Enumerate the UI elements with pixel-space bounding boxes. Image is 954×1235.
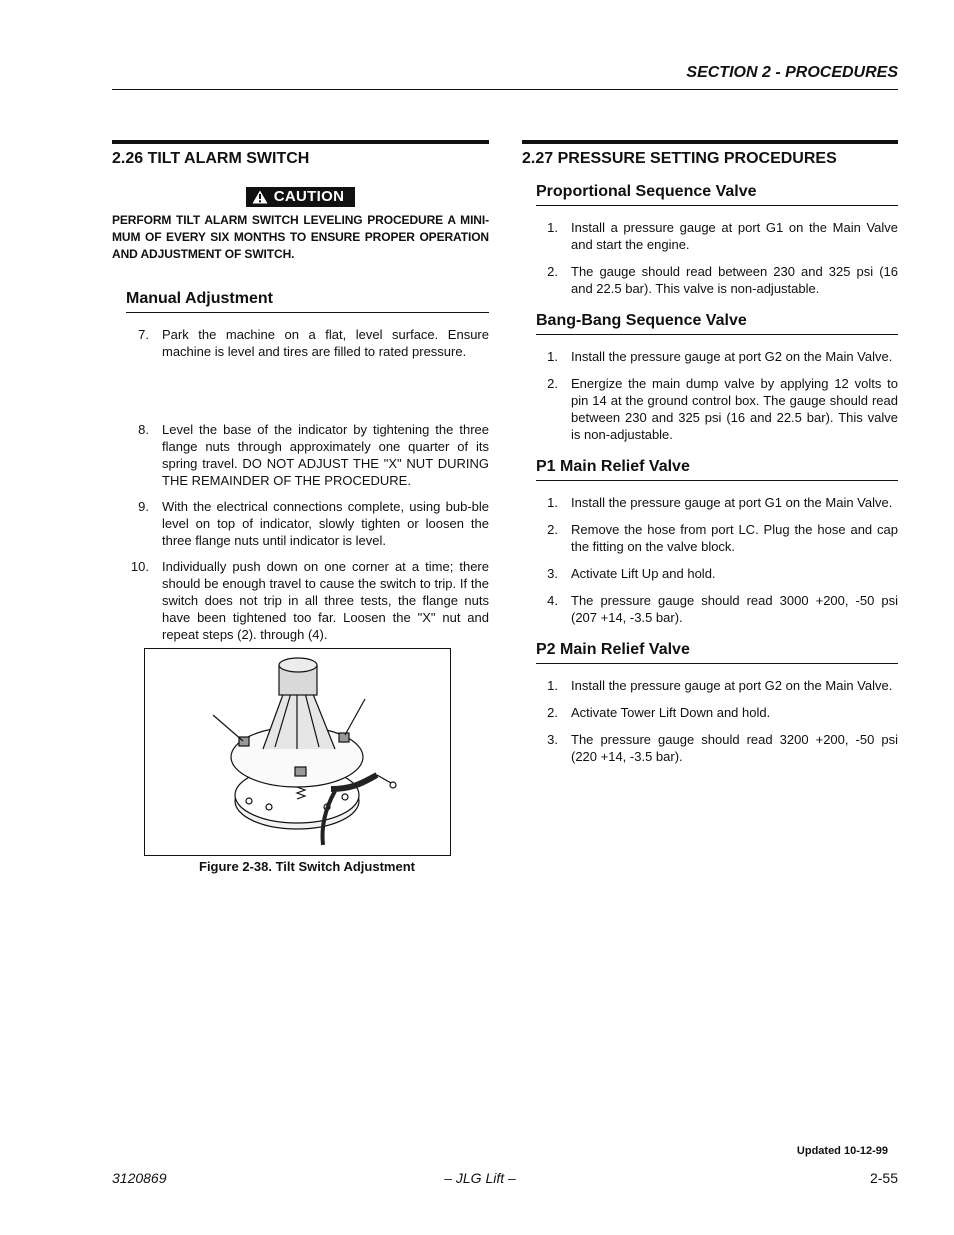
step-number: 8. — [138, 422, 149, 437]
list-item — [522, 521, 898, 555]
document-number: 3120869 — [112, 1170, 167, 1186]
step-number: 10. — [130, 559, 149, 574]
step-number: 4. — [547, 593, 558, 608]
list-item — [522, 677, 898, 694]
list-item — [522, 704, 898, 721]
p1-main-relief-steps — [522, 494, 898, 626]
step-text: With the electrical connections complete, using bub-ble level on top of indicator, slowly tighten or loosen the three flange nuts until indicator is level. — [162, 499, 489, 548]
header-rule — [112, 89, 898, 90]
page-number: 2-55 — [869, 1170, 898, 1186]
proportional-sequence-steps — [522, 219, 898, 297]
list-item — [522, 219, 898, 253]
list-item — [522, 731, 898, 765]
step-text: The pressure gauge should read 3200 +200, -50 psi (220 +14, -3.5 bar). — [571, 732, 898, 764]
list-item — [522, 592, 898, 626]
step-number: 3. — [547, 732, 558, 747]
step-number: 3. — [547, 566, 558, 581]
list-item — [522, 348, 898, 365]
manual-adjustment-steps — [112, 326, 489, 643]
step-text: Activate Tower Lift Down and hold. — [571, 705, 771, 720]
figure-caption: Figure 2-38. Tilt Switch Adjustment — [199, 859, 415, 874]
step-number: 9. — [138, 499, 149, 514]
step-number: 1. — [547, 349, 558, 364]
list-item — [522, 375, 898, 443]
subsection-title-bang-bang-sequence-valve: Bang-Bang Sequence Valve — [536, 311, 898, 335]
step-text: Install the pressure gauge at port G1 on the Main Valve. — [571, 495, 893, 510]
step-number: 1. — [547, 495, 558, 510]
step-text: Individually push down on one corner at a time; there should be enough travel to cause the switch to trip. If the switch does not trip in all three tests, the flange nuts have been tightened too far. Loosen the "X" nut and repeat steps (2). through (4). — [162, 559, 489, 642]
tilt-switch-illustration — [145, 649, 449, 854]
step-text: The gauge should read between 230 and 325 psi (16 and 22.5 bar). This valve is non-adjustable. — [571, 264, 898, 296]
list-item — [112, 326, 489, 360]
list-item — [522, 263, 898, 297]
list-item — [112, 558, 489, 643]
caution-text: PERFORM TILT ALARM SWITCH LEVELING PROCEDURE A MINI-MUM OF EVERY SIX MONTHS TO ENSURE PROPER OPERATION AND ADJUSTMENT OF SWITCH. — [112, 213, 489, 261]
subsection-title-p2-main-relief-valve: P2 Main Relief Valve — [536, 640, 898, 664]
footer-brand: – JLG Lift – — [444, 1170, 516, 1186]
updated-date: Updated 10-12-99 — [796, 1145, 888, 1157]
left-column — [112, 140, 489, 643]
section-title-pressure-setting: 2.27 PRESSURE SETTING PROCEDURES — [522, 140, 898, 170]
step-number: 2. — [547, 264, 558, 279]
list-item — [112, 421, 489, 489]
right-column — [522, 140, 898, 765]
step-number: 1. — [547, 220, 558, 235]
p2-main-relief-steps — [522, 677, 898, 765]
subsection-title-manual-adjustment: Manual Adjustment — [126, 289, 489, 313]
section-title-tilt-alarm: 2.26 TILT ALARM SWITCH — [112, 140, 489, 170]
bang-bang-sequence-steps — [522, 348, 898, 443]
caution-badge-wrap — [112, 187, 489, 209]
figure-tilt-switch — [144, 648, 451, 856]
step-text: Park the machine on a flat, level surface. Ensure machine is level and tires are filled to rated pressure. — [162, 327, 489, 359]
step-number: 7. — [138, 327, 149, 342]
step-text: Activate Lift Up and hold. — [571, 566, 716, 581]
warning-triangle-icon — [252, 190, 268, 204]
step-text: Install the pressure gauge at port G2 on the Main Valve. — [571, 349, 893, 364]
section-header: SECTION 2 - PROCEDURES — [686, 64, 898, 81]
list-item — [522, 565, 898, 582]
step-number: 1. — [547, 678, 558, 693]
subsection-title-proportional-sequence-valve: Proportional Sequence Valve — [536, 182, 898, 206]
step-text: Remove the hose from port LC. Plug the hose and cap the fitting on the valve block. — [571, 522, 898, 554]
step-text: Energize the main dump valve by applying 12 volts to pin 14 at the ground control box. The gauge should read between 230 and 325 psi (16 and 22.5 bar). This valve is non-adjustable. — [571, 376, 898, 442]
step-text: Install the pressure gauge at port G2 on the Main Valve. — [571, 678, 893, 693]
subsection-title-p1-main-relief-valve: P1 Main Relief Valve — [536, 457, 898, 481]
step-text: Level the base of the indicator by tightening the three flange nuts through approximately one quarter of its spring travel. DO NOT ADJUST THE "X" NUT DURING THE REMAINDER OF THE PROCEDURE. — [162, 422, 489, 488]
caution-badge — [246, 187, 355, 207]
list-item — [112, 498, 489, 549]
step-text: The pressure gauge should read 3000 +200, -50 psi (207 +14, -3.5 bar). — [571, 593, 898, 625]
list-item — [522, 494, 898, 511]
step-number: 2. — [547, 705, 558, 720]
step-number: 2. — [547, 376, 558, 391]
step-text: Install a pressure gauge at port G1 on the Main Valve and start the engine. — [571, 220, 898, 252]
step-number: 2. — [547, 522, 558, 537]
caution-label: CAUTION — [273, 188, 345, 205]
